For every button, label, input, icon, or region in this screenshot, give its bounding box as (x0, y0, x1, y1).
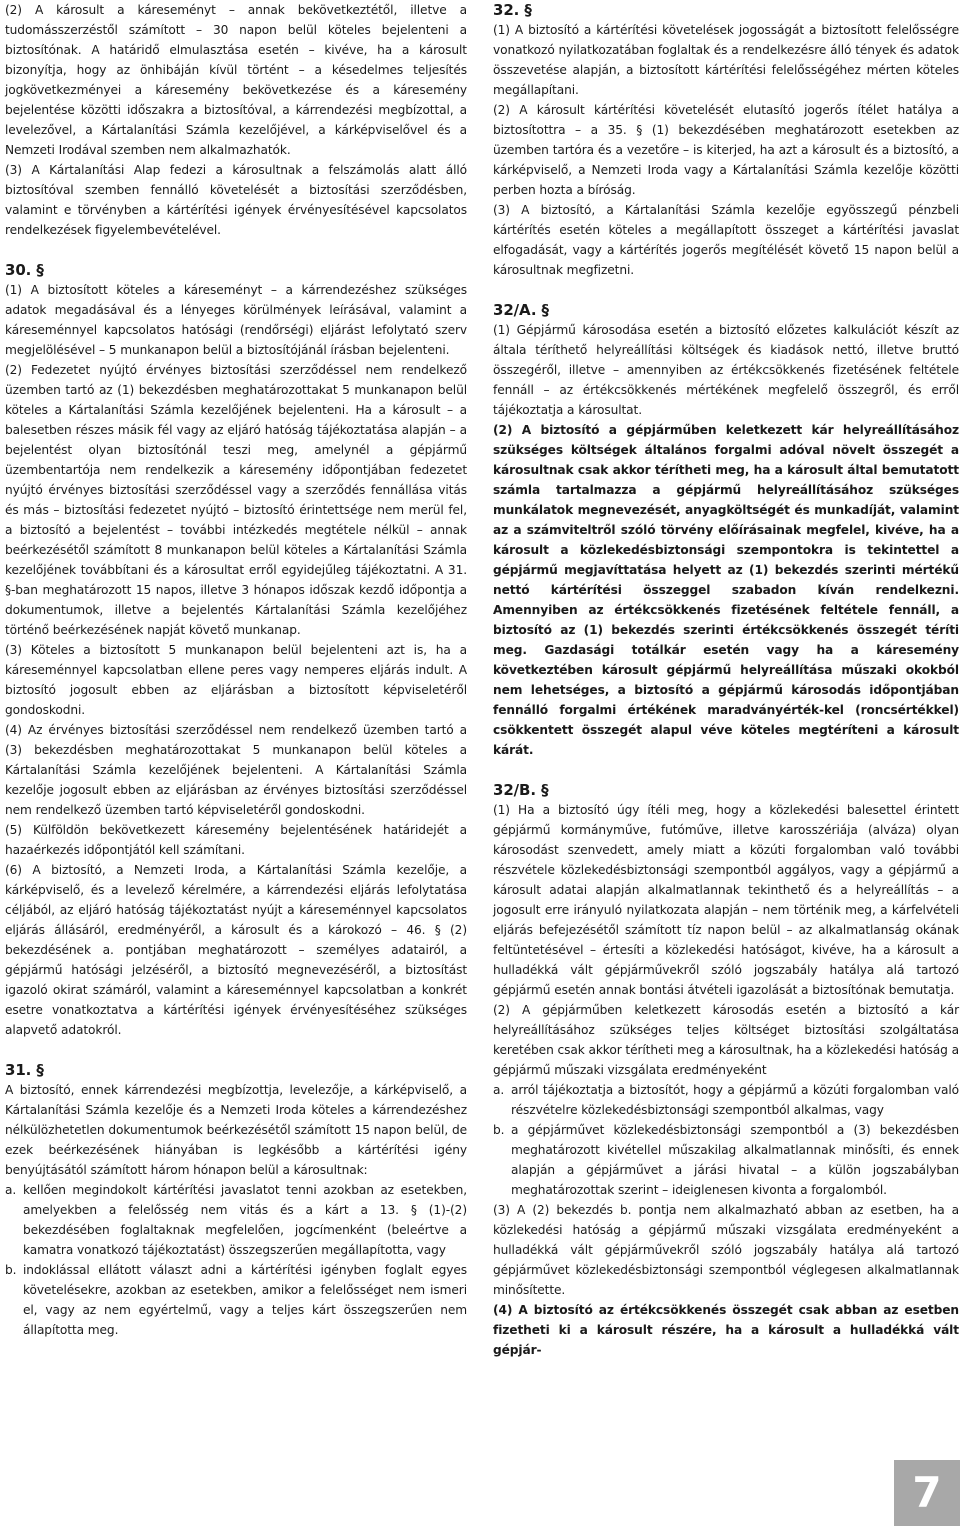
paragraph-30-4: (4) Az érvényes biztosítási szerződéssel nem rendelkező üzemben tartó a (3) bekezdésben meghatározottakat 5 munkanapon belül köteles a Kártalanítási Számla kezelőjének bejelenteni. A Kártalanítási Számla kezelője jogosult ebben az eljárásban az érvényes biztosítási szerződéssel nem rendelkező üzemben tartó képviseletéről gondoskodni. (5, 723, 467, 817)
list-item-letter: b. (5, 1263, 17, 1277)
paragraph-32b-4: (4) A biztosító az értékcsökkenés összegét csak abban az esetben fizetheti ki a károsult részére, ha a károsult a hulladékká vált gépjár- (493, 1303, 959, 1357)
list-item (5, 1180, 467, 1260)
right-column (493, 0, 959, 1360)
paragraph-30-3: (3) Köteles a biztosított 5 munkanapon belül bejelenteni azt is, ha a káreseménnyel kapcsolatban ellene peres vagy nemperes eljárás indult. A biztosító jogosult ebben az eljárásban a biztosított képviseletéről gondoskodni. (5, 643, 467, 717)
list-item-text: a gépjárművet közlekedésbiztonsági szempontból a (3) bekezdésben meghatározott kivétellel műszakilag alkalmatlannak minősíti, és ennek alapján a gépjárművet a járási hivatal – a külön jogszabályban meghatározottak szerint – ideiglenesen kivonta a forgalomból. (511, 1123, 959, 1197)
paragraph-32-2: (2) A károsult kártérítési követelését elutasító jogerős ítélet hatálya a biztosítottra – a 35. § (1) bekezdésében meghatározott esetekben az üzemben tartóra és a vezetőre – is kiterjed, ha azt a károsult és a biztosító, a kárképviselő, a Nemzeti Iroda vagy a Kártalanítási Számla kezelője közötti perben hozta a bíróság. (493, 103, 959, 197)
page-number: 7 (894, 1460, 960, 1526)
paragraph-29-3: (3) A Kártalanítási Alap fedezi a károsultnak a felszámolás alatt álló biztosítóval szemben fennálló követelését a biztosítási szerződésben, valamint e törvényben a kártérítési igények érvényesítésével kapcsolatos rendelkezések figyelembevételével. (5, 163, 467, 237)
section-32b-heading: 32/B. § (493, 781, 549, 799)
list-item-letter: a. (5, 1183, 17, 1197)
list-item (5, 1260, 467, 1340)
list-31 (5, 1180, 467, 1340)
list-item-text: indoklással ellátott választ adni a kártérítési igényben foglalt egyes követelésekre, azokban az esetekben, amikor a felelősséget nem ismeri el, vagy az nem egyértelmű, vagy a teljes kárt összegszerűen nem állapította meg. (23, 1263, 467, 1337)
paragraph-32b-3: (3) A (2) bekezdés b. pontja nem alkalmazható abban az esetben, ha a közlekedési hatóság a gépjármű műszaki vizsgálata eredményeként a hulladékká vált gépjárművekről szóló jogszabály hatálya alá tartozó gépjárművet közlekedésbiztonsági szempontból véglegesen alkalmatlannak minősítette. (493, 1203, 959, 1297)
list-item (493, 1080, 959, 1120)
paragraph-32b-2: (2) A gépjárműben keletkezett károsodás esetén a biztosító a kár helyreállításához szükséges teljes költséget biztosítási szolgáltatása keretében csak akkor térítheti meg a károsultnak, ha a közlekedési hatóság a gépjármű műszaki vizsgálata eredményeként (493, 1003, 959, 1077)
section-30-heading: 30. § (5, 261, 44, 279)
paragraph-30-2: (2) Fedezetet nyújtó érvényes biztosítási szerződéssel nem rendelkező üzemben tartó az (1) bekezdésben meghatározottakat 5 munkanapon belül köteles a Kártalanítási Számla kezelőjének bejelenteni. Ha a károsult – a balesetben részes másik fél vagy az eljáró hatóság tájékoztatása alapján – a bejelentést olyan biztosítónál teszi meg, amelynél a gépjármű üzembentartója nem rendelkezik a káresemény időpontjában fedezetet nyújtó érvényes biztosítási szerződéssel vagy a szerződés fennállása vitás és más – biztosítási fedezetet nyújtó – biztosító érintettsége nem merül fel, a biztosító a bejelentést – további intézkedés megtétele nélkül – annak beérkezésétől számított 8 munkanapon belül köteles a Kártalanítási Számla kezelőjének továbbítani és a károsultat erről egyidejűleg tájékoztatni. A 31. §-ban meghatározott 15 napos, illetve 3 hónapos időszak kezdő időpontja a dokumentumok, illetve a bejelentés Kártalanítási Számla kezelőjéhez történő beérkezésének napját követő munkanap. (5, 363, 467, 637)
list-item-letter: a. (493, 1083, 505, 1097)
paragraph-30-5: (5) Külföldön bekövetkezett káresemény bejelentésének határidejét a hazaérkezés időpontjától kell számítani. (5, 823, 467, 857)
list-item (493, 1120, 959, 1200)
list-item-text: kellően megindokolt kártérítési javaslatot tenni azokban az esetekben, amelyekben a felelősség nem vitás és a kárt a 13. § (1)-(2) bekezdésében foglaltaknak megfelelően, jogcímenként (beleértve a kamatra vonatkozó tájékoztatást) összegszerűen megállapította, vagy (23, 1183, 467, 1257)
left-column (5, 0, 467, 1340)
paragraph-32a-1: (1) Gépjármű károsodása esetén a biztosító előzetes kalkulációt készít az általa téríthető helyreállítási költségek és kiadások nettó, illetve bruttó összegéről, illetve – amennyiben az értékcsökkenés fizetésének feltétele fennáll – az értékcsökkenés mértékének megfelelő összegről, és erről tájékoztatja a károsultat. (493, 323, 959, 417)
list-item-letter: b. (493, 1123, 505, 1137)
paragraph-30-6: (6) A biztosító, a Nemzeti Iroda, a Kártalanítási Számla kezelője, a kárképviselő, és a levelező kérelmére, a kárrendezési eljárás lefolytatása céljából, az eljáró hatóság tájékoztatást nyújt a káreseménnyel kapcsolatos eljárás állásáról, eredményéről, a károsult és a károkozó – 46. § (2) bekezdésének a. pontjában meghatározott – személyes adatairól, a gépjármű hatósági jelzéséről, a biztosító megnevezéséről, a biztosítást igazoló okirat számáról, valamint a káreseménnyel kapcsolatban a konkrét esetre vonatkoztatva a kártérítési igények érvényesítéséhez szükséges alapvető adatokról. (5, 863, 467, 1037)
section-32a-heading: 32/A. § (493, 301, 549, 319)
paragraph-31: A biztosító, ennek kárrendezési megbízottja, levelezője, a kárképviselő, a Kártalanítási Számla kezelője és a Nemzeti Iroda köteles a kárrendezéshez nélkülözhetetlen dokumentumok beérkezésétől számított 15 napon belül, de ezek beérkezésének hiányában is legkésőbb a kártérítési igény benyújtásától számított három hónapon belül a károsultnak: (5, 1083, 467, 1177)
paragraph-29-2: (2) A károsult a káreseményt – annak bekövetkeztétől, illetve a tudomásszerzéstől számított – 30 napon belül köteles bejelenteni a biztosítónak. A határidő elmulasztása esetén – kivéve, ha a károsult bizonyítja, hogy az önhibáján kívül történt – a késedelmes teljesítés jogkövetkezményei a káresemény bekövetkezése és a káresemény bejelentése közötti időszakra a biztosítóval, a kárrendezési megbízottal, a levelezővel, a Kártalanítási Számla kezelőjével, a kárképviselővel és a Nemzeti Irodával szemben nem alkalmazhatók. (5, 3, 467, 157)
section-32-heading: 32. § (493, 1, 532, 19)
list-item-text: arról tájékoztatja a biztosítót, hogy a gépjármű a közúti forgalomban való részvételre közlekedésbiztonsági szempontból alkalmas, vagy (511, 1083, 959, 1117)
paragraph-32a-2: (2) A biztosító a gépjárműben keletkezett kár helyreállításához szükséges költségek általános forgalmi adóval növelt összegét a károsultnak csak akkor térítheti meg, ha a károsult által bemutatott számla tartalmazza a gépjármű helyreállításához szükséges munkálatok megnevezését, anyagköltségét és munkadíját, valamint az a számviteltről szóló törvény előírásainak megfelel, kivéve, ha a károsult a közlekedésbiztonsági szempontokra is tekintettel a gépjármű megjavíttatása helyett az (1) bekezdés szerinti mértékű nettó kártérítési összeggel szabadon kíván rendelkezni. Amennyiben az értékcsökkenés fizetésének feltétele fennáll, a biztosító az (1) bekezdés szerinti értékcsökkenés összegét téríti meg. Gazdasági totálkár esetén vagy ha a káresemény következtében károsult gépjármű helyreállítása műszaki okokból nem lehetséges, a biztosító a gépjármű károsodás időpontjában fennálló forgalmi értékének maradványérték-kel (roncsértékkel) csökkentett összegét alapul véve köteles megtéríteni a károsult kárát. (493, 423, 959, 757)
paragraph-32-1: (1) A biztosító a kártérítési követelések jogosságát a biztosított felelősségre vonatkozó nyilatkozatában foglaltak és a rendelkezésre álló tények és adatok összevetése alapján, a biztosított kártérítési felelősségéhez mérten köteles megállapítani. (493, 23, 959, 97)
paragraph-30-1: (1) A biztosított köteles a káreseményt – a kárrendezéshez szükséges adatok megadásával és a lényeges körülmények leírásával, valamint a káreseménnyel kapcsolatos hatósági (rendőrségi) eljárást lefolytató szerv megjelölésével – 5 munkanapon belül a biztosítójánál írásban bejelenteni. (5, 283, 467, 357)
list-32b-2 (493, 1080, 959, 1200)
section-31-heading: 31. § (5, 1061, 44, 1079)
paragraph-32-3: (3) A biztosító, a Kártalanítási Számla kezelője egyösszegű pénzbeli kártérítés esetén köteles a megállapított összeget a kártérítési javaslat elfogadását, vagy a kártérítés jogerős megítélését követő 15 napon belül a károsultnak megfizetni. (493, 203, 959, 277)
paragraph-32b-1: (1) Ha a biztosító úgy ítéli meg, hogy a közlekedési balesettel érintett gépjármű kormányműve, futóműve, illetve karosszériája (alváza) olyan károsodást szenvedett, amely miatt a közúti forgalomban való további részvétele közlekedésbiztonsági szempontból aggályos, vagy a gépjármű a károsult adatai alapján alkalmatlannak tekinthető és a helyreállítás – a jogosult erre irányuló nyilatkozata alapján – nem történik meg, a kárfelvételi eljárás befejezésétől számított tíz napon belül – az alkalmatlanság okának feltüntetésével – értesíti a közlekedési hatóságot, kivéve, ha a károsult a hulladékká vált gépjárművekről szóló jogszabály hatálya alá tartozó gépjármű esetén annak bontási átvételi igazolását a biztosítónak bemutatja. (493, 803, 959, 997)
